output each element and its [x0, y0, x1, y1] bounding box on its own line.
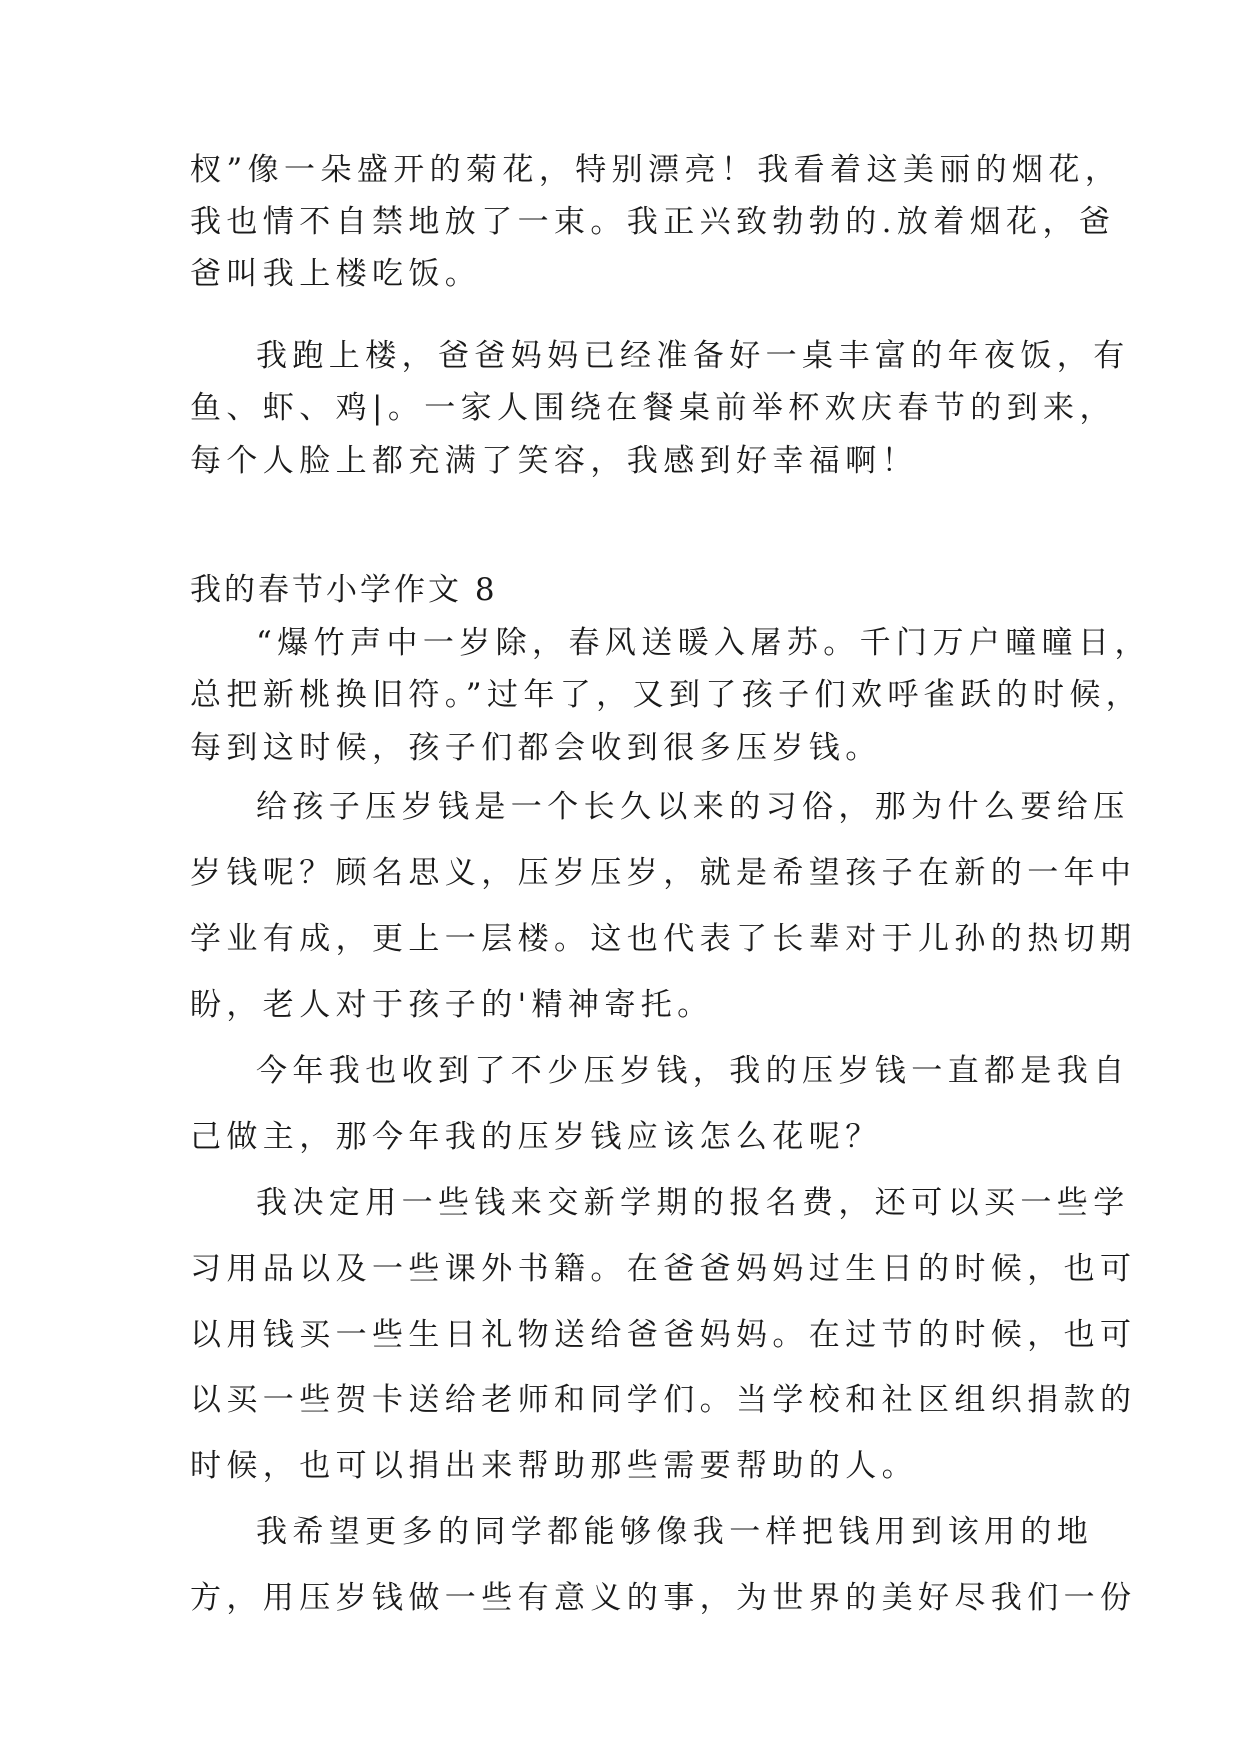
paragraph-line: 总把新桃换旧符。”过年了，又到了孩子们欢呼雀跃的时候， — [190, 677, 1143, 713]
paragraph-line: 以买一些贺卡送给老师和同学们。当学校和社区组织捐款的 — [190, 1382, 1137, 1418]
paragraph-line: 给孩子压岁钱是一个长久以来的习俗，那为什么要给压 — [256, 789, 1130, 825]
paragraph-line: 岁钱呢？顾名思义，压岁压岁，就是希望孩子在新的一年中 — [190, 855, 1137, 891]
paragraph-line: 己做主，那今年我的压岁钱应该怎么花呢？ — [190, 1119, 882, 1155]
paragraph-line: 我希望更多的同学都能够像我一样把钱用到该用的地 — [256, 1514, 1094, 1550]
paragraph-line: 鱼、虾、鸡|。一家人围绕在餐桌前举杯欢庆春节的到来， — [190, 390, 1116, 426]
paragraph-line: 习用品以及一些课外书籍。在爸爸妈妈过生日的时候，也可 — [190, 1251, 1137, 1287]
paragraph-line: 我也情不自禁地放了一束。我正兴致勃勃的.放着烟花，爸 — [190, 204, 1116, 240]
paragraph-line: 今年我也收到了不少压岁钱，我的压岁钱一直都是我自 — [256, 1053, 1130, 1089]
paragraph-line: 时候，也可以捐出来帮助那些需要帮助的人。 — [190, 1448, 918, 1484]
essay-title: 我的春节小学作文 8 — [190, 572, 498, 608]
paragraph-line: 爸叫我上楼吃饭。 — [190, 256, 482, 292]
paragraph-line: 我决定用一些钱来交新学期的报名费，还可以买一些学 — [256, 1185, 1130, 1221]
paragraph-line: 盼，老人对于孩子的'精神寄托。 — [190, 987, 714, 1023]
paragraph-line: 方，用压岁钱做一些有意义的事，为世界的美好尽我们一份 — [190, 1580, 1137, 1616]
paragraph-line: 杈”像一朵盛开的菊花，特别漂亮！我看着这美丽的烟花， — [190, 152, 1122, 188]
paragraph-line: 每到这时候，孩子们都会收到很多压岁钱。 — [190, 730, 882, 766]
paragraph-line: 每个人脸上都充满了笑容，我感到好幸福啊！ — [190, 443, 918, 479]
paragraph-line: 我跑上楼，爸爸妈妈已经准备好一桌丰富的年夜饭，有 — [256, 338, 1130, 374]
paragraph-line: “爆竹声中一岁除，春风送暖入屠苏。千门万户曈曈日， — [256, 625, 1151, 661]
paragraph-line: 学业有成，更上一层楼。这也代表了长辈对于儿孙的热切期 — [190, 921, 1137, 957]
paragraph-line: 以用钱买一些生日礼物送给爸爸妈妈。在过节的时候，也可 — [190, 1317, 1137, 1353]
